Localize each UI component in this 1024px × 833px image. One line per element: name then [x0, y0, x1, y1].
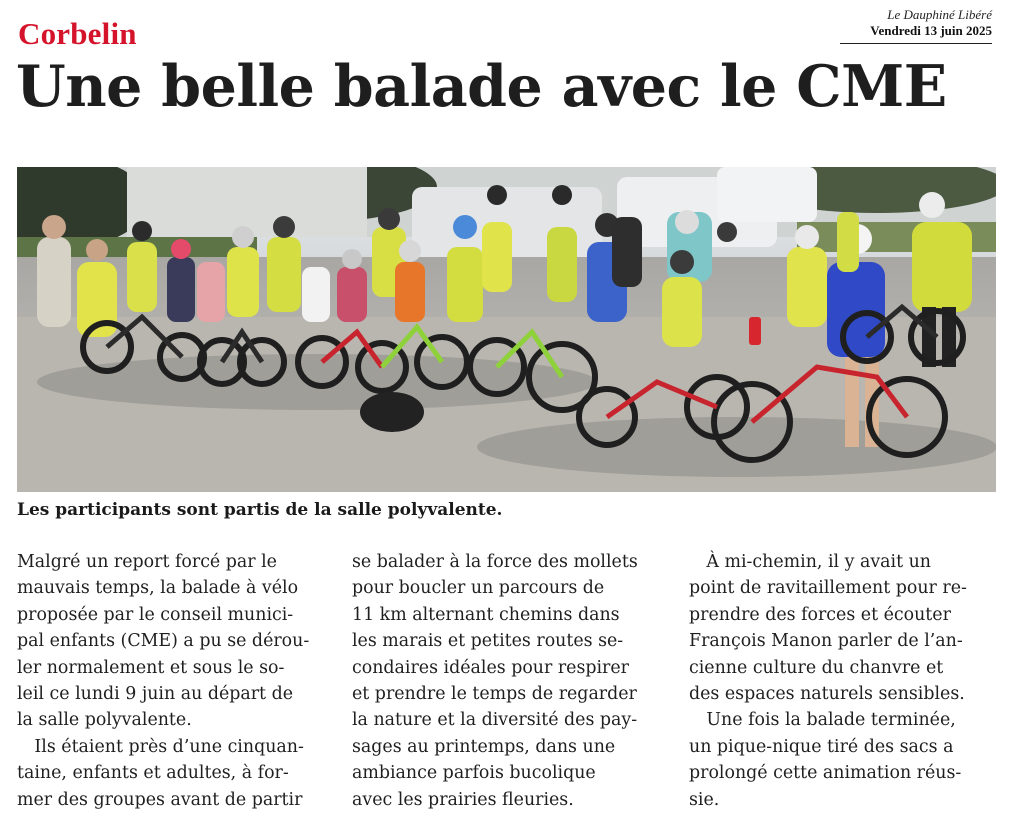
column-line: ler normalement et sous le so-	[17, 657, 285, 678]
column-line: 11 km alternant chemins dans	[352, 604, 620, 625]
column-line: Une fois la balade terminée,	[689, 710, 956, 731]
column-line: Malgré un report forcé par le	[17, 552, 277, 572]
column-line: taine, enfants et adultes, à for-	[17, 763, 289, 784]
column-line: François Manon parler de l’an-	[689, 631, 963, 652]
column-line: la salle polyvalente.	[17, 710, 192, 731]
column-line: les marais et petites routes se-	[352, 631, 624, 652]
header-rule	[840, 43, 992, 44]
column-line: mer des groupes avant de partir	[17, 789, 303, 810]
column-line: leil ce lundi 9 juin au départ de	[17, 684, 293, 705]
column-line: mauvais temps, la balade à vélo	[17, 578, 299, 599]
publication-date: Vendredi 13 juin 2025	[870, 23, 992, 38]
column-line: Ils étaient près d’une cinquan-	[17, 736, 304, 757]
column-line: un pique-nique tiré des sacs a	[689, 736, 954, 757]
article-column-1	[17, 549, 327, 813]
article-column-3	[689, 549, 999, 813]
photo-caption: Les participants sont partis de la salle polyvalente.	[17, 500, 503, 520]
column-line: des espaces naturels sensibles.	[689, 684, 965, 705]
column-line: condaires idéales pour respirer	[352, 657, 629, 678]
column-line: À mi-chemin, il y avait un	[689, 552, 931, 572]
column-line: pour boucler un parcours de	[352, 578, 605, 599]
column-line: avec les prairies fleuries.	[352, 789, 574, 810]
column-line: prolongé cette animation réus-	[689, 763, 962, 784]
publication-info	[832, 7, 992, 44]
town-label: Corbelin	[18, 16, 137, 51]
group-photo-illustration	[17, 167, 996, 492]
article-photo	[17, 167, 996, 492]
column-line: et prendre le temps de regarder	[352, 684, 637, 705]
column-line: prendre des forces et écouter	[689, 604, 951, 625]
column-line: pal enfants (CME) a pu se dérou-	[17, 631, 310, 652]
column-line: proposée par le conseil munici-	[17, 604, 294, 625]
newspaper-name: Le Dauphiné Libéré	[887, 7, 992, 22]
column-line: cienne culture du chanvre et	[689, 657, 944, 678]
column-line: point de ravitaillement pour re-	[689, 578, 967, 599]
article-column-2	[352, 549, 662, 813]
column-line: sages au printemps, dans une	[352, 736, 616, 757]
column-line: se balader à la force des mollets	[352, 552, 638, 572]
column-line: sie.	[689, 789, 720, 810]
column-line: ambiance parfois bucolique	[352, 763, 596, 784]
column-line: la nature et la diversité des pay-	[352, 710, 638, 731]
headline: Une belle balade avec le CME	[16, 53, 947, 120]
